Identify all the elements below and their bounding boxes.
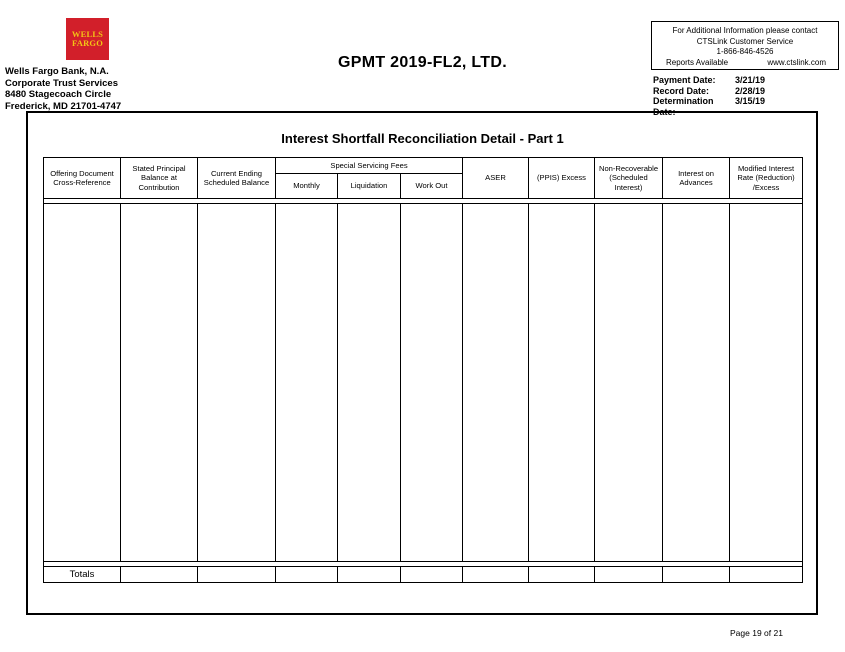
- payment-date-label: Payment Date:: [653, 75, 716, 85]
- page-number: Page 19 of 21: [730, 628, 783, 638]
- table-cell: [276, 204, 338, 562]
- table-cell: [529, 204, 595, 562]
- header-offering-document: Offering Document Cross-Reference: [44, 158, 121, 199]
- table-cell: [595, 204, 663, 562]
- address-line-2: Corporate Trust Services: [5, 77, 118, 89]
- header-monthly: Monthly: [276, 174, 338, 199]
- address-line-1: Wells Fargo Bank, N.A.: [5, 66, 109, 77]
- table-cell: [663, 204, 730, 562]
- reports-available-label: Reports Available: [666, 57, 729, 67]
- payment-date-value: 3/21/19: [735, 75, 766, 85]
- determination-date-label: Determination Date:: [653, 96, 714, 117]
- contact-phone: 1-866-846-4526: [716, 47, 774, 56]
- website-link[interactable]: www.ctslink.com: [767, 57, 826, 67]
- header-work-out: Work Out: [401, 174, 463, 199]
- logo-line-1: WELLS: [71, 29, 104, 39]
- totals-cell: [401, 567, 463, 583]
- totals-cell: [338, 567, 401, 583]
- totals-cell: [121, 567, 198, 583]
- totals-row: [44, 567, 803, 583]
- header-stated-principal: Stated Principal Balance at Contribution: [121, 158, 198, 199]
- contact-line-2: CTSLink Customer Service: [696, 36, 794, 46]
- table-body-row: [44, 204, 803, 562]
- totals-cell: [276, 567, 338, 583]
- header-ppis-excess: (PPIS) Excess: [529, 158, 595, 199]
- header-current-ending-balance: Current Ending Scheduled Balance: [198, 158, 276, 199]
- table-cell: [401, 204, 463, 562]
- totals-cell: [529, 567, 595, 583]
- header-liquidation: Liquidation: [338, 174, 401, 199]
- table-cell: [730, 204, 803, 562]
- table-cell: [463, 204, 529, 562]
- interest-shortfall-table: [43, 157, 803, 583]
- totals-cell: [463, 567, 529, 583]
- contact-line-1: For Additional Information please contact: [672, 26, 818, 35]
- logo-line-2: FARGO: [71, 38, 104, 48]
- totals-cell: [663, 567, 730, 583]
- table-cell: [198, 204, 276, 562]
- totals-cell: [198, 567, 276, 583]
- record-date-label: Record Date:: [653, 85, 710, 96]
- document-title: GPMT 2019-FL2, LTD.: [338, 54, 507, 71]
- company-address: [5, 66, 121, 112]
- table-cell: [121, 204, 198, 562]
- totals-cell: [595, 567, 663, 583]
- header-aser: ASER: [463, 158, 529, 199]
- header-non-recoverable: Non-Recoverable (Scheduled Interest): [595, 158, 663, 199]
- header-interest-on-advances: Interest on Advances: [663, 158, 730, 199]
- header-modified-interest-rate: Modified Interest Rate (Reduction) /Excess: [730, 158, 803, 199]
- totals-cell: [730, 567, 803, 583]
- table-cell: [44, 204, 121, 562]
- section-title: Interest Shortfall Reconciliation Detail - Part 1: [281, 131, 564, 146]
- contact-box: [651, 21, 839, 70]
- totals-label: Totals: [44, 567, 121, 583]
- address-line-3: 8480 Stagecoach Circle: [5, 89, 112, 100]
- header-special-servicing-fees: Special Servicing Fees: [276, 158, 463, 174]
- table-cell: [338, 204, 401, 562]
- determination-date-value: 3/15/19: [735, 96, 766, 106]
- record-date-value: 2/28/19: [735, 85, 766, 96]
- address-line-4: Frederick, MD 21701-4747: [5, 100, 122, 112]
